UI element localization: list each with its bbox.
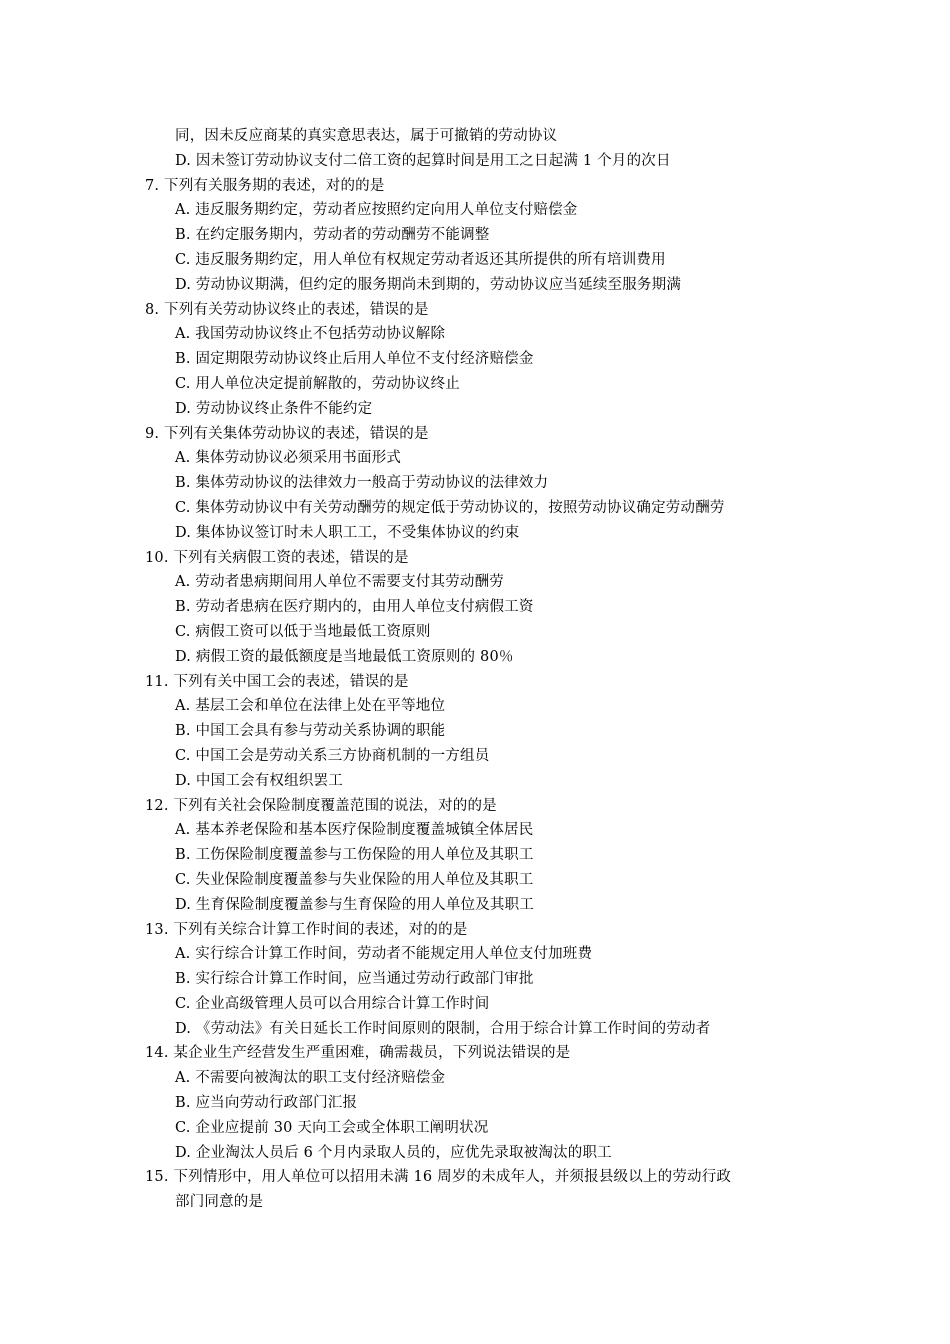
question-12: 12. 下列有关社会保险制度覆盖范围的说法，对的的是 <box>145 797 497 814</box>
question-list <box>145 124 825 1215</box>
option-a: A. 基本养老保险和基本医疗保险制度覆盖城镇全体居民 <box>175 822 534 839</box>
option-c: C. 企业应提前 30 天向工会或全体职工阐明状况 <box>175 1119 489 1136</box>
question-continuation: 部门同意的是 <box>175 1194 264 1211</box>
option-d: D. 中国工会有权组织罢工 <box>175 772 343 789</box>
option-b: B. 劳动者患病在医疗期内的，由用人单位支付病假工资 <box>175 599 534 616</box>
question-8: 8. 下列有关劳动协议终止的表述，错误的是 <box>145 301 429 318</box>
option-c: C. 失业保险制度覆盖参与失业保险的用人单位及其职工 <box>175 871 534 888</box>
option-a: A. 集体劳动协议必须采用书面形式 <box>175 450 402 467</box>
option-d: D. 《劳动法》有关日延长工作时间原则的限制，合用于综合计算工作时间的劳动者 <box>175 1020 711 1037</box>
option-d: D. 企业淘汰人员后 6 个月内录取人员的，应优先录取被淘汰的职工 <box>175 1144 612 1161</box>
option-c: C. 病假工资可以低于当地最低工资原则 <box>175 623 431 640</box>
option-b: B. 实行综合计算工作时间，应当通过劳动行政部门审批 <box>175 971 534 988</box>
option-c: C. 中国工会是劳动关系三方协商机制的一方组员 <box>175 747 490 764</box>
option-a: A. 实行综合计算工作时间，劳动者不能规定用人单位支付加班费 <box>175 946 593 963</box>
question-14: 14. 某企业生产经营发生严重困难，确需裁员，下列说法错误的是 <box>145 1045 571 1062</box>
option-a: A. 我国劳动协议终止不包括劳动协议解除 <box>175 326 446 343</box>
question-13: 13. 下列有关综合计算工作时间的表述，对的的是 <box>145 921 468 938</box>
option-a: A. 不需要向被淘汰的职工支付经济赔偿金 <box>175 1070 446 1087</box>
option-b: B. 应当向劳动行政部门汇报 <box>175 1095 358 1112</box>
question-10: 10. 下列有关病假工资的表述，错误的是 <box>145 549 409 566</box>
option-c: C. 违反服务期约定，用人单位有权规定劳动者返还其所提供的所有培训费用 <box>175 251 666 268</box>
question-7: 7. 下列有关服务期的表述，对的的是 <box>145 177 385 194</box>
option-b: B. 在约定服务期内，劳动者的劳动酬劳不能调整 <box>175 227 490 244</box>
option-c: C. 集体劳动协议中有关劳动酬劳的规定低于劳动协议的，按照劳动协议确定劳动酬劳 <box>175 499 725 516</box>
option-b: B. 中国工会具有参与劳动关系协调的职能 <box>175 723 446 740</box>
option-d: D. 劳动协议终止条件不能约定 <box>175 400 373 417</box>
question-15: 15. 下列情形中，用人单位可以招用未满 16 周岁的未成年人，并须报县级以上的劳动行政 <box>145 1169 732 1186</box>
option-d: D. 因未签订劳动协议支付二倍工资的起算时间是用工之日起满 1 个月的次日 <box>175 152 671 169</box>
option-d: D. 病假工资的最低额度是当地最低工资原则的 80％ <box>175 648 514 665</box>
question-9: 9. 下列有关集体劳动协议的表述，错误的是 <box>145 425 429 442</box>
question-11: 11. 下列有关中国工会的表述，错误的是 <box>145 673 409 690</box>
option-c: C. 企业高级管理人员可以合用综合计算工作时间 <box>175 995 490 1012</box>
option-d: D. 劳动协议期满，但约定的服务期尚未到期的，劳动协议应当延续至服务期满 <box>175 276 682 293</box>
option-d: D. 生育保险制度覆盖参与生育保险的用人单位及其职工 <box>175 896 535 913</box>
option-continuation: 同，因未反应商某的真实意思表达，属于可撤销的劳动协议 <box>175 128 558 144</box>
option-a: A. 违反服务期约定，劳动者应按照约定向用人单位支付赔偿金 <box>175 202 578 219</box>
option-a: A. 基层工会和单位在法律上处在平等地位 <box>175 698 446 715</box>
option-a: A. 劳动者患病期间用人单位不需要支付其劳动酬劳 <box>175 574 504 591</box>
option-d: D. 集体协议签订时未人职工工，不受集体协议的约束 <box>175 524 520 541</box>
option-b: B. 集体劳动协议的法律效力一般高于劳动协议的法律效力 <box>175 475 549 492</box>
option-b: B. 工伤保险制度覆盖参与工伤保险的用人单位及其职工 <box>175 847 534 864</box>
option-b: B. 固定期限劳动协议终止后用人单位不支付经济赔偿金 <box>175 351 534 368</box>
option-c: C. 用人单位决定提前解散的，劳动协议终止 <box>175 375 460 392</box>
